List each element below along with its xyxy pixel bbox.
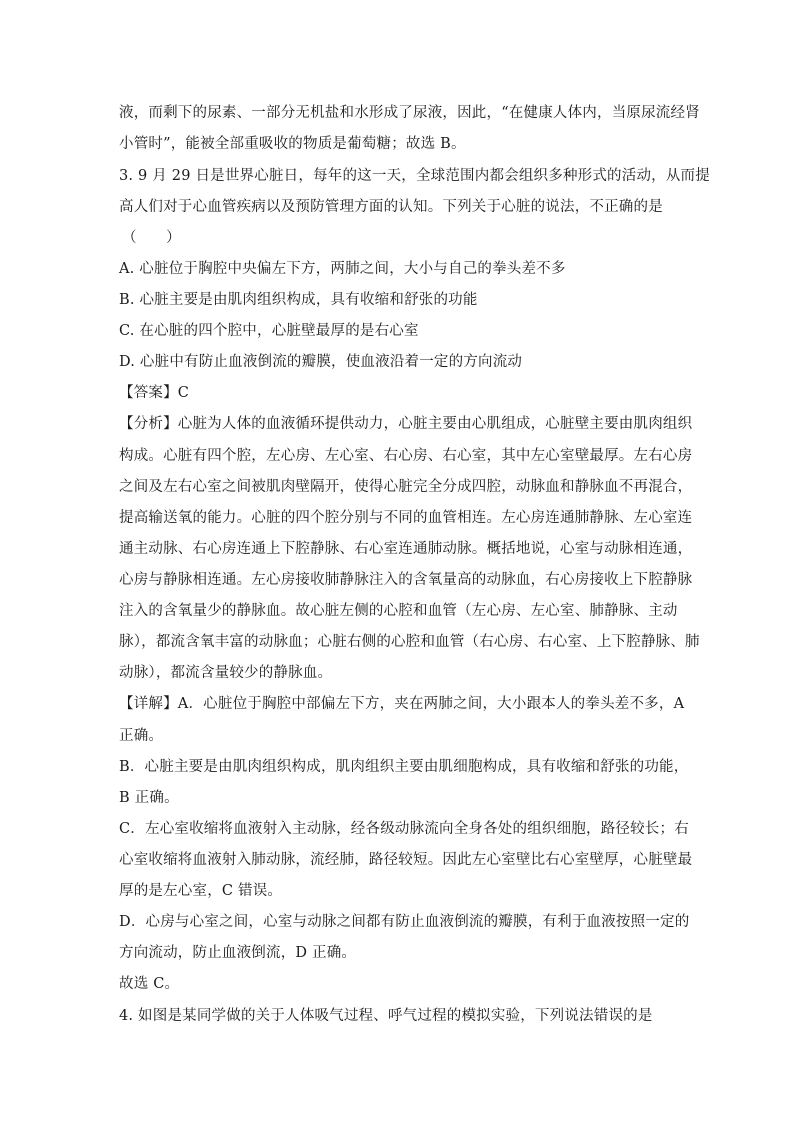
option-c: C. 在心脏的四个腔中，心脏壁最厚的是右心室 (119, 323, 419, 339)
detail-text: 心室收缩将血液射入肺动脉，流经肺，路径较短。因此左心室壁比右心室壁厚，心脏壁最 (119, 852, 693, 868)
detail-text: 厚的是左心室，C 错误。 (119, 883, 283, 899)
detail-text: 方向流动，防止血液倒流，D 正确。 (119, 945, 357, 961)
text-line: 液，而剩下的尿素、一部分无机盐和水形成了尿液，因此，“在健康人体内，当原尿流经肾 (119, 105, 700, 121)
option-a: A. 心脏位于胸腔中央偏左下方，两肺之间，大小与自己的拳头差不多 (119, 261, 566, 277)
detail-text: 【详解】A．心脏位于胸腔中部偏左下方，夹在两肺之间，大小跟本人的拳头差不多，A (119, 696, 685, 712)
analysis-text: 通主动脉、右心房连通上下腔静脉、右心室连通肺动脉。概括地说，心室与动脉相连通， (119, 541, 693, 557)
analysis-text: 构成。心脏有四个腔，左心房、左心室、右心房、右心室，其中左心室壁最厚。左右心房 (119, 448, 693, 464)
analysis-text: 动脉），都流含量较少的静脉血。 (119, 665, 333, 681)
detail-text: B．心脏主要是由肌肉组织构成，肌肉组织主要由肌细胞构成，具有收缩和舒张的功能， (119, 759, 689, 775)
question-4-stem: 4. 如图是某同学做的关于人体吸气过程、呼气过程的模拟实验，下列说法错误的是 (119, 1008, 653, 1024)
detail-text: D．心房与心室之间，心室与动脉之间都有防止血液倒流的瓣膜，有利于血液按照一定的 (119, 914, 690, 930)
conclusion-text: 故选 C。 (119, 976, 180, 992)
answer-blank: （ ） (122, 230, 181, 246)
question-3-stem: 高人们对于心血管疾病以及预防管理方面的认知。下列关于心脏的说法，不正确的是 (119, 199, 663, 215)
analysis-text: 【分析】心脏为人体的血液循环提供动力，心脏主要由心肌组成，心脏壁主要由肌肉组织 (119, 416, 693, 432)
analysis-text: 脉），都流含氧丰富的动脉血；心脏右侧的心腔和血管（右心房、右心室、上下腔静脉、肺 (119, 634, 700, 650)
detail-text: C．左心室收缩将血液射入主动脉，经各级动脉流向全身各处的组织细胞，路径较长；右 (119, 821, 689, 837)
option-d: D. 心脏中有防止血液倒流的瓣膜，使血液沿着一定的方向流动 (119, 354, 523, 370)
answer-label: 【答案】C (119, 385, 190, 401)
text-line: 小管时”，能被全部重吸收的物质是葡萄糖；故选 B。 (119, 136, 466, 152)
analysis-text: 之间及左右心室之间被肌肉壁隔开，使得心脏完全分成四腔，动脉血和静脉血不再混合， (119, 479, 693, 495)
analysis-text: 注入的含氧量少的静脉血。故心脏左侧的心腔和血管（左心房、左心室、肺静脉、主动 (119, 603, 678, 619)
analysis-text: 心房与静脉相连通。左心房接收肺静脉注入的含氧量高的动脉血，右心房接收上下腔静脉 (119, 572, 693, 588)
question-3-stem: 3. 9 月 29 日是世界心脏日，每年的这一天，全球范围内都会组织多种形式的活动，从而提 (119, 168, 710, 184)
analysis-text: 提高输送氧的能力。心脏的四个腔分别与不同的血管相连。左心房连通肺静脉、左心室连 (119, 510, 693, 526)
detail-text: 正确。 (119, 728, 164, 744)
detail-text: B 正确。 (119, 790, 179, 806)
option-b: B. 心脏主要是由肌肉组织构成，具有收缩和舒张的功能 (119, 292, 478, 308)
